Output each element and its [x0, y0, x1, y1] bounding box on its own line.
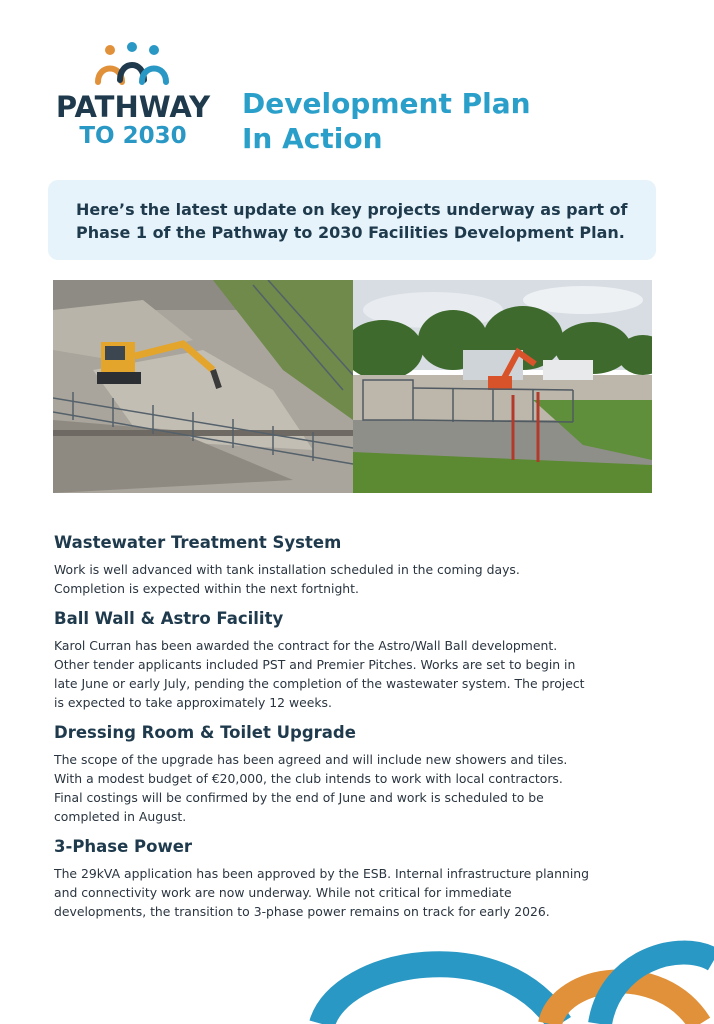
- section-heading: 3-Phase Power: [54, 837, 193, 856]
- section-body: Karol Curran has been awarded the contract for the Astro/Wall Ball development. Other tender applicants included PST and Premier Pitches. Works are set to begin in late June or early July, pending the completion of the wastewater system. The project is expected to take approximately 12 weeks.: [54, 638, 585, 710]
- intro-text: Here’s the latest update on key projects underway as part of Phase 1 of the Pathway to 2030 Facilities Development Plan.: [76, 200, 628, 242]
- excavator-construction-site-photo: [53, 280, 353, 493]
- section-3-phase-power: [54, 836, 594, 921]
- section-body: The scope of the upgrade has been agreed and will include new showers and tiles. With a modest budget of €20,000, the club intends to work with local contractors. Final costings will be confirmed by the end of June and work is scheduled to be completed in August.: [54, 752, 568, 824]
- section-body: The 29kVA application has been approved by the ESB. Internal infrastructure planning and connectivity work are now underway. While not critical for immediate developments, the transition to 3-phase power remains on track for early 2026.: [54, 866, 589, 919]
- project-updates: [54, 532, 594, 931]
- photo-strip: [53, 280, 652, 493]
- section-heading: Wastewater Treatment System: [54, 533, 342, 552]
- section-body: Work is well advanced with tank installation scheduled in the coming days. Completion is expected within the next fortnight.: [54, 562, 520, 596]
- logo-name-line2: TO 2030: [79, 123, 187, 149]
- section-heading: Ball Wall & Astro Facility: [54, 609, 284, 628]
- page-title: [242, 86, 682, 156]
- intro-panel: [48, 180, 656, 260]
- three-people-icon: [92, 42, 172, 90]
- section-dressing-room: [54, 722, 594, 826]
- logo-name-line1: PATHWAY: [55, 90, 211, 124]
- title-line-1: Development Plan: [242, 87, 531, 120]
- title-line-2: In Action: [242, 122, 383, 155]
- section-heading: Dressing Room & Toilet Upgrade: [54, 723, 356, 742]
- pathway-logo: [48, 42, 218, 152]
- section-ball-wall-astro: [54, 608, 594, 712]
- decorative-arcs: [300, 920, 714, 1024]
- section-wastewater: [54, 532, 594, 598]
- clubhouse-construction-photo: [353, 280, 652, 493]
